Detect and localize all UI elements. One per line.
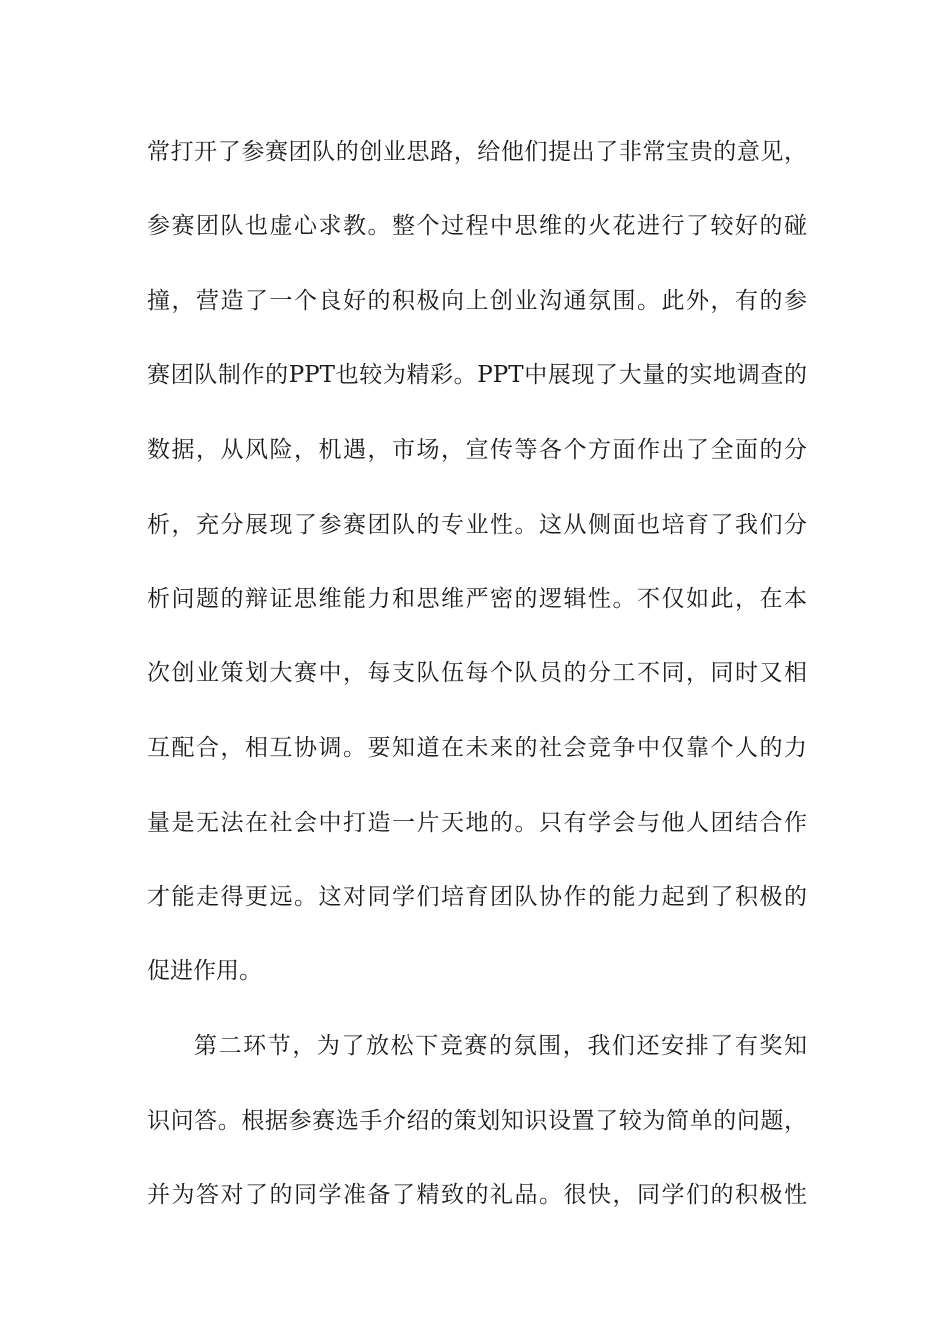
text-line: 量是无法在社会中打造一片天地的。只有学会与他人团结合作	[147, 810, 807, 836]
text-line: 参赛团队也虚心求教。整个过程中思维的火花进行了较好的碰	[147, 213, 807, 239]
text-line: 常打开了参赛团队的创业思路，给他们提出了非常宝贵的意见，	[147, 139, 807, 165]
text-line: 析，充分展现了参赛团队的专业性。这从侧面也培育了我们分	[147, 512, 807, 538]
text-line: 撞，营造了一个良好的积极向上创业沟通氛围。此外，有的参	[147, 288, 807, 314]
text-line: 析问题的辩证思维能力和思维严密的逻辑性。不仅如此，在本	[147, 586, 807, 612]
text-line: 识问答。根据参赛选手介绍的策划知识设置了较为简单的问题，	[147, 1108, 807, 1134]
text-line: 并为答对了的同学准备了精致的礼品。很快，同学们的积极性	[147, 1182, 807, 1208]
text-line: 促进作用。	[147, 958, 262, 984]
text-line: 才能走得更远。这对同学们培育团队协作的能力起到了积极的	[147, 884, 807, 910]
text-line: 第二环节，为了放松下竞赛的氛围，我们还安排了有奖知	[194, 1033, 807, 1059]
text-line: 赛团队制作的PPT也较为精彩。PPT中展现了大量的实地调查的	[147, 362, 807, 388]
text-line: 次创业策划大赛中，每支队伍每个队员的分工不同，同时又相	[147, 660, 807, 686]
text-line: 互配合，相互协调。要知道在未来的社会竞争中仅靠个人的力	[147, 735, 807, 761]
text-line: 数据，从风险，机遇，市场，宣传等各个方面作出了全面的分	[147, 437, 807, 463]
